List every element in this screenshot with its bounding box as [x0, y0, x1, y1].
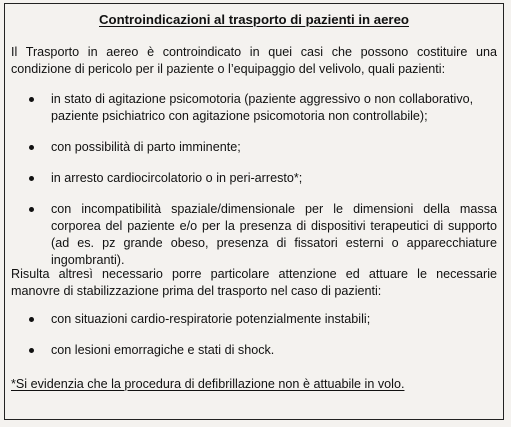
list-item [5, 311, 497, 328]
stabilization-paragraph: Risulta altresì necessario porre particolare attenzione ed attuare le necessarie manovre di stabilizzazione prima del trasporto nel caso di pazienti: [11, 267, 497, 298]
bullet-icon [29, 207, 34, 212]
document-title: Controindicazioni al trasporto di pazienti in aereo [99, 12, 409, 27]
bullet-icon [29, 97, 34, 102]
list-item-text: con incompatibilità spaziale/dimensionale per le dimensioni della massa corporea del paziente e/o per la presenza di dispositivi terapeutici di supporto (ad es. pz grande obeso, presenza di fissatori esterni o apparecchiature ingombranti). [51, 202, 497, 267]
footnote: *Si evidenzia che la procedura di defibrillazione non è attuabile in volo. [11, 377, 405, 391]
list-item-text: con situazioni cardio-respiratorie potenzialmente instabili; [51, 312, 371, 326]
stabilization-list [5, 311, 497, 359]
contraindications-list [5, 91, 497, 269]
bullet-icon [29, 176, 34, 181]
list-item [5, 170, 497, 187]
list-item-text: con possibilità di parto imminente; [51, 140, 241, 154]
list-item [5, 201, 497, 269]
intro-paragraph: Il Trasporto in aereo è controindicato in quei casi che possono costituire una condizione di pericolo per il paziente o l’equipaggio del velivolo, quali pazienti: [11, 45, 497, 76]
bullet-icon [29, 348, 34, 353]
document-box [4, 3, 504, 420]
list-item [5, 139, 497, 156]
list-item [5, 342, 497, 359]
list-item-text: in stato di agitazione psicomotoria (paziente aggressivo o non collaborativo, paziente psichiatrico con agitazione psicomotoria non controllabile); [51, 92, 474, 123]
bullet-icon [29, 145, 34, 150]
list-item-text: in arresto cardiocircolatorio o in peri-arresto*; [51, 171, 303, 185]
bullet-icon [29, 317, 34, 322]
list-item [5, 91, 497, 125]
list-item-text: con lesioni emorragiche e stati di shock. [51, 343, 275, 357]
